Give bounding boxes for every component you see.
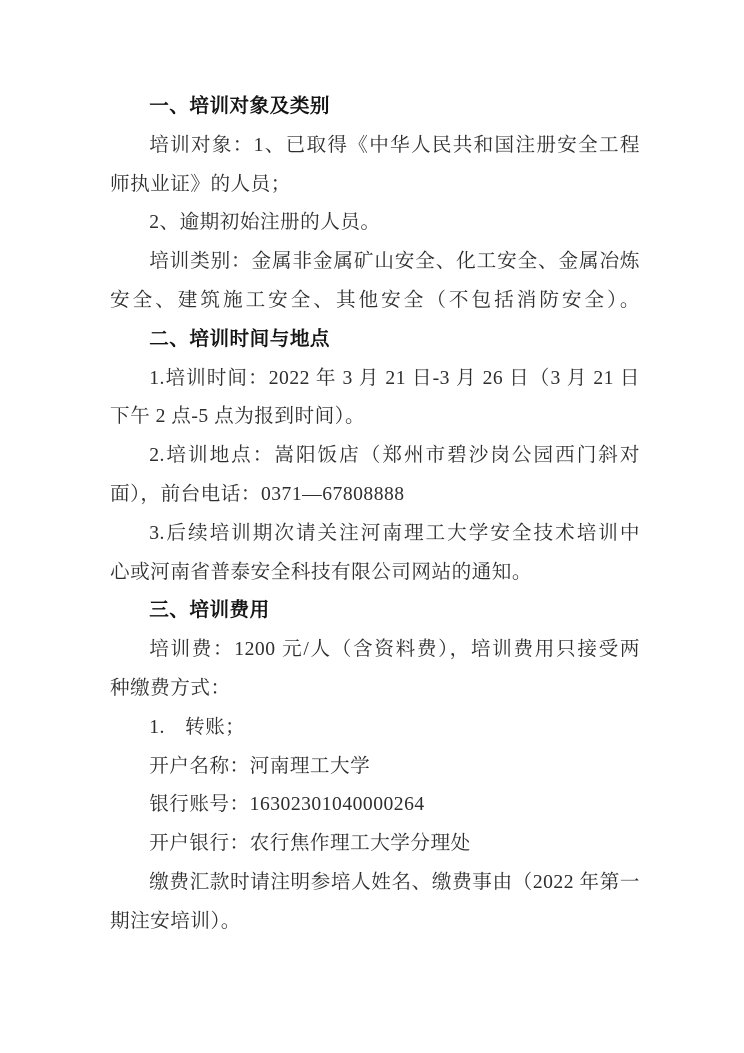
text-line: 下午 2 点-5 点为报到时间）。 bbox=[110, 406, 366, 428]
text-line: 种缴费方式： bbox=[110, 677, 231, 699]
text-line: 1.培训时间：2022 年 3 月 21 日-3 月 26 日（3 月 21 日 bbox=[149, 367, 640, 389]
text-line: 2、逾期初始注册的人员。 bbox=[149, 212, 381, 234]
section-training-targets bbox=[110, 88, 640, 321]
text-line: 培训费：1200 元/人（含资料费），培训费用只接受两 bbox=[149, 639, 640, 661]
text-line: 1. 转账； bbox=[149, 716, 246, 738]
section-2-heading: 二、培训时间与地点 bbox=[149, 328, 331, 350]
section-3-heading: 三、培训费用 bbox=[149, 600, 270, 622]
section-time-location bbox=[110, 321, 640, 593]
text-line: 师执业证》的人员； bbox=[110, 173, 291, 195]
text-line: 培训类别：金属非金属矿山安全、化工安全、金属冶炼 bbox=[149, 251, 640, 273]
text-line: 2.培训地点：嵩阳饭店（郑州市碧沙岗公园西门斜对 bbox=[149, 445, 640, 467]
section-fees bbox=[110, 592, 640, 941]
text-line: 培训对象：1、已取得《中华人民共和国注册安全工程 bbox=[149, 134, 640, 156]
text-line: 心或河南省普泰安全科技有限公司网站的通知。 bbox=[110, 561, 532, 583]
text-line: 开户名称：河南理工大学 bbox=[149, 755, 371, 777]
text-line: 银行账号：16302301040000264 bbox=[149, 794, 425, 816]
text-line: 安全、建筑施工安全、其他安全（不包括消防安全）。 bbox=[110, 289, 640, 311]
text-line: 期注安培训）。 bbox=[110, 910, 241, 932]
text-line: 面），前台电话：0371—67808888 bbox=[110, 483, 405, 505]
text-line: 缴费汇款时请注明参培人姓名、缴费事由（2022 年第一 bbox=[149, 871, 640, 893]
text-line: 开户银行：农行焦作理工大学分理处 bbox=[149, 833, 471, 855]
text-line: 3.后续培训期次请关注河南理工大学安全技术培训中 bbox=[149, 522, 640, 544]
section-1-heading: 一、培训对象及类别 bbox=[149, 96, 331, 117]
